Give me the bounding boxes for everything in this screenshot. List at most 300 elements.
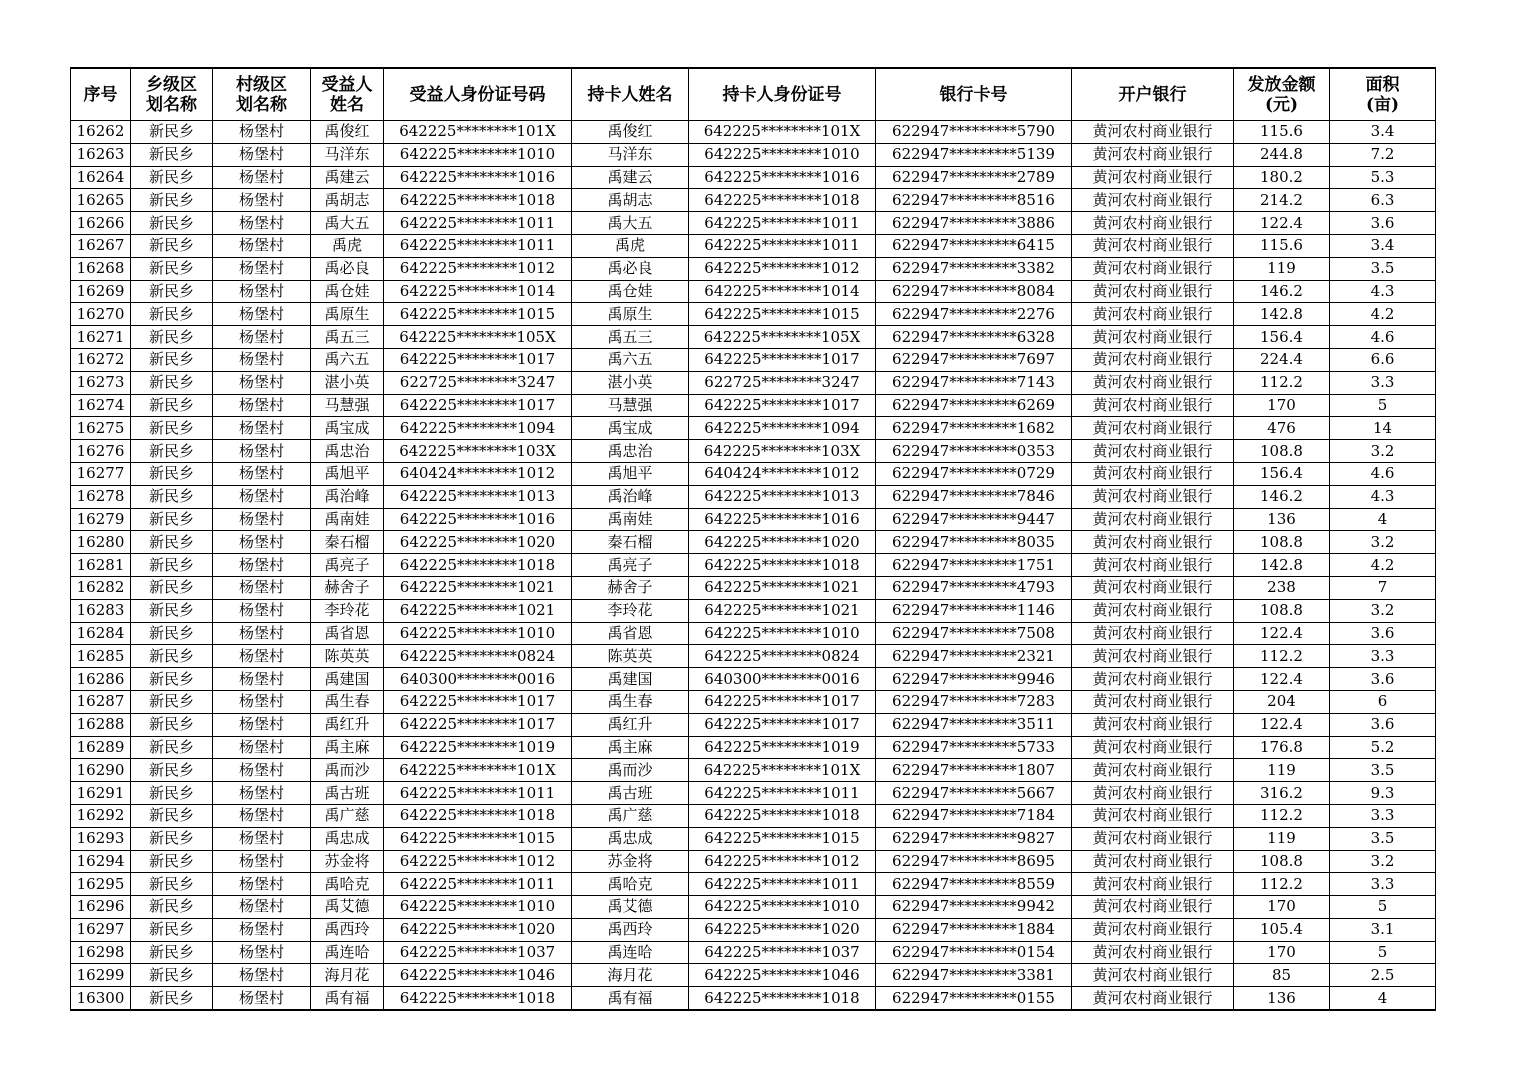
cell-bank: 黄河农村商业银行 [1072,143,1234,166]
cell-seq: 16267 [71,234,131,257]
cell-cardholder-id: 642225********1010 [689,143,876,166]
cell-amount: 146.2 [1234,485,1330,508]
cell-area: 9.3 [1330,782,1436,805]
cell-amount: 170 [1234,896,1330,919]
table-row [71,166,1436,189]
cell-township: 新民乡 [131,440,213,463]
table-row [71,690,1436,713]
cell-village: 杨堡村 [213,531,311,554]
cell-amount: 316.2 [1234,782,1330,805]
cell-beneficiary: 禹有福 [311,987,384,1010]
cell-seq: 16288 [71,713,131,736]
cell-seq: 16279 [71,508,131,531]
cell-bank: 黄河农村商业银行 [1072,622,1234,645]
cell-beneficiary: 苏金将 [311,850,384,873]
cell-beneficiary-id: 642225********1046 [384,964,572,987]
cell-village: 杨堡村 [213,918,311,941]
table-row [71,827,1436,850]
cell-seq: 16273 [71,371,131,394]
cell-cardholder-id: 642225********1016 [689,508,876,531]
cell-area: 4.6 [1330,462,1436,485]
table-row [71,873,1436,896]
cell-area: 3.2 [1330,850,1436,873]
cell-area: 3.5 [1330,759,1436,782]
cell-card-no: 622947*********2321 [876,645,1072,668]
cell-village: 杨堡村 [213,782,311,805]
cell-amount: 122.4 [1234,668,1330,691]
cell-cardholder-id: 642225********1018 [689,554,876,577]
cell-cardholder: 禹省恩 [572,622,689,645]
cell-card-no: 622947*********1884 [876,918,1072,941]
cell-beneficiary-id: 642225********1021 [384,599,572,622]
cell-seq: 16292 [71,804,131,827]
cell-village: 杨堡村 [213,121,311,144]
cell-area: 3.6 [1330,713,1436,736]
cell-cardholder-id: 642225********1011 [689,234,876,257]
cell-card-no: 622947*********5667 [876,782,1072,805]
cell-village: 杨堡村 [213,234,311,257]
cell-amount: 170 [1234,941,1330,964]
cell-amount: 122.4 [1234,622,1330,645]
cell-township: 新民乡 [131,280,213,303]
cell-seq: 16266 [71,212,131,235]
cell-area: 4.3 [1330,280,1436,303]
cell-township: 新民乡 [131,896,213,919]
cell-township: 新民乡 [131,759,213,782]
cell-beneficiary: 马洋东 [311,143,384,166]
cell-card-no: 622947*********7184 [876,804,1072,827]
table-row [71,440,1436,463]
cell-township: 新民乡 [131,257,213,280]
cell-cardholder-id: 642225********1010 [689,622,876,645]
cell-area: 5 [1330,896,1436,919]
cell-beneficiary-id: 642225********1010 [384,896,572,919]
cell-beneficiary: 禹原生 [311,303,384,326]
cell-amount: 105.4 [1234,918,1330,941]
cell-seq: 16291 [71,782,131,805]
cell-village: 杨堡村 [213,576,311,599]
table-row [71,189,1436,212]
cell-seq: 16268 [71,257,131,280]
cell-village: 杨堡村 [213,622,311,645]
cell-beneficiary-id: 642225********1011 [384,212,572,235]
cell-amount: 122.4 [1234,212,1330,235]
cell-village: 杨堡村 [213,599,311,622]
cell-bank: 黄河农村商业银行 [1072,189,1234,212]
cell-village: 杨堡村 [213,508,311,531]
cell-card-no: 622947*********2789 [876,166,1072,189]
cell-village: 杨堡村 [213,964,311,987]
cell-bank: 黄河农村商业银行 [1072,827,1234,850]
cell-beneficiary: 禹建国 [311,668,384,691]
cell-area: 4.6 [1330,326,1436,349]
cell-amount: 170 [1234,394,1330,417]
cell-beneficiary-id: 642225********1012 [384,257,572,280]
table-row [71,987,1436,1010]
table-row [71,576,1436,599]
cell-cardholder: 马洋东 [572,143,689,166]
cell-seq: 16275 [71,417,131,440]
cell-township: 新民乡 [131,987,213,1010]
cell-amount: 204 [1234,690,1330,713]
table-row [71,759,1436,782]
cell-beneficiary: 禹南娃 [311,508,384,531]
cell-village: 杨堡村 [213,804,311,827]
cell-township: 新民乡 [131,804,213,827]
cell-beneficiary: 李玲花 [311,599,384,622]
cell-amount: 136 [1234,987,1330,1010]
cell-amount: 112.2 [1234,371,1330,394]
cell-amount: 119 [1234,759,1330,782]
cell-village: 杨堡村 [213,417,311,440]
cell-township: 新民乡 [131,645,213,668]
cell-bank: 黄河农村商业银行 [1072,736,1234,759]
cell-cardholder: 禹旭平 [572,462,689,485]
cell-beneficiary-id: 642225********101X [384,121,572,144]
cell-card-no: 622947*********4793 [876,576,1072,599]
cell-seq: 16290 [71,759,131,782]
cell-bank: 黄河农村商业银行 [1072,417,1234,440]
cell-cardholder: 禹忠治 [572,440,689,463]
cell-bank: 黄河农村商业银行 [1072,508,1234,531]
cell-seq: 16272 [71,348,131,371]
cell-seq: 16282 [71,576,131,599]
cell-area: 3.4 [1330,234,1436,257]
table-row [71,371,1436,394]
header-bank: 开户银行 [1072,68,1234,121]
cell-village: 杨堡村 [213,759,311,782]
cell-cardholder-id: 642225********1010 [689,896,876,919]
cell-village: 杨堡村 [213,850,311,873]
cell-amount: 244.8 [1234,143,1330,166]
cell-area: 3.5 [1330,257,1436,280]
cell-cardholder: 禹虎 [572,234,689,257]
cell-bank: 黄河农村商业银行 [1072,485,1234,508]
cell-village: 杨堡村 [213,713,311,736]
cell-amount: 108.8 [1234,599,1330,622]
cell-beneficiary: 禹连哈 [311,941,384,964]
cell-seq: 16300 [71,987,131,1010]
cell-township: 新民乡 [131,143,213,166]
cell-bank: 黄河农村商业银行 [1072,440,1234,463]
cell-seq: 16269 [71,280,131,303]
cell-bank: 黄河农村商业银行 [1072,713,1234,736]
cell-area: 3.2 [1330,599,1436,622]
cell-beneficiary: 禹亮子 [311,554,384,577]
header-beneficiary: 受益人 姓名 [311,68,384,121]
cell-beneficiary-id: 642225********1018 [384,987,572,1010]
cell-beneficiary: 禹主麻 [311,736,384,759]
cell-area: 3.6 [1330,668,1436,691]
cell-card-no: 622947*********7697 [876,348,1072,371]
cell-township: 新民乡 [131,303,213,326]
cell-amount: 156.4 [1234,462,1330,485]
cell-beneficiary-id: 642225********1012 [384,850,572,873]
cell-card-no: 622947*********5790 [876,121,1072,144]
cell-beneficiary-id: 642225********1019 [384,736,572,759]
cell-township: 新民乡 [131,873,213,896]
cell-township: 新民乡 [131,918,213,941]
cell-cardholder: 禹六五 [572,348,689,371]
cell-township: 新民乡 [131,166,213,189]
cell-bank: 黄河农村商业银行 [1072,212,1234,235]
cell-bank: 黄河农村商业银行 [1072,121,1234,144]
cell-amount: 146.2 [1234,280,1330,303]
cell-cardholder: 禹南娃 [572,508,689,531]
cell-bank: 黄河农村商业银行 [1072,531,1234,554]
cell-cardholder: 湛小英 [572,371,689,394]
cell-cardholder-id: 642225********1013 [689,485,876,508]
cell-beneficiary: 禹艾德 [311,896,384,919]
cell-beneficiary-id: 642225********1017 [384,690,572,713]
header-card-no: 银行卡号 [876,68,1072,121]
cell-village: 杨堡村 [213,371,311,394]
cell-cardholder: 禹哈克 [572,873,689,896]
table-row [71,417,1436,440]
cell-area: 5 [1330,394,1436,417]
cell-beneficiary-id: 642225********1011 [384,782,572,805]
cell-beneficiary: 禹建云 [311,166,384,189]
cell-card-no: 622947*********6415 [876,234,1072,257]
cell-area: 6.6 [1330,348,1436,371]
cell-card-no: 622947*********0729 [876,462,1072,485]
cell-amount: 176.8 [1234,736,1330,759]
cell-beneficiary-id: 642225********105X [384,326,572,349]
cell-village: 杨堡村 [213,257,311,280]
cell-cardholder: 禹连哈 [572,941,689,964]
cell-card-no: 622947*********3382 [876,257,1072,280]
cell-card-no: 622947*********6269 [876,394,1072,417]
cell-seq: 16293 [71,827,131,850]
cell-cardholder: 禹建云 [572,166,689,189]
cell-seq: 16271 [71,326,131,349]
header-cardholder: 持卡人姓名 [572,68,689,121]
cell-township: 新民乡 [131,121,213,144]
cell-card-no: 622947*********0155 [876,987,1072,1010]
cell-beneficiary: 马慧强 [311,394,384,417]
cell-township: 新民乡 [131,690,213,713]
cell-township: 新民乡 [131,234,213,257]
cell-bank: 黄河农村商业银行 [1072,896,1234,919]
cell-cardholder: 李玲花 [572,599,689,622]
cell-beneficiary-id: 622725********3247 [384,371,572,394]
cell-amount: 142.8 [1234,554,1330,577]
cell-village: 杨堡村 [213,166,311,189]
cell-beneficiary: 禹广慈 [311,804,384,827]
table-row [71,736,1436,759]
cell-township: 新民乡 [131,417,213,440]
cell-card-no: 622947*********2276 [876,303,1072,326]
table-row [71,303,1436,326]
table-row [71,143,1436,166]
cell-cardholder-id: 642225********1015 [689,303,876,326]
cell-seq: 16296 [71,896,131,919]
cell-bank: 黄河农村商业银行 [1072,462,1234,485]
table-row [71,599,1436,622]
cell-area: 3.4 [1330,121,1436,144]
table-row [71,234,1436,257]
cell-card-no: 622947*********3886 [876,212,1072,235]
cell-beneficiary: 陈英英 [311,645,384,668]
cell-beneficiary-id: 642225********1020 [384,531,572,554]
table-row [71,348,1436,371]
cell-amount: 115.6 [1234,121,1330,144]
cell-village: 杨堡村 [213,668,311,691]
cell-card-no: 622947*********9447 [876,508,1072,531]
cell-area: 4.3 [1330,485,1436,508]
cell-beneficiary: 禹大五 [311,212,384,235]
cell-village: 杨堡村 [213,303,311,326]
cell-cardholder-id: 642225********1046 [689,964,876,987]
cell-beneficiary-id: 642225********1017 [384,348,572,371]
cell-village: 杨堡村 [213,645,311,668]
cell-card-no: 622947*********5733 [876,736,1072,759]
cell-township: 新民乡 [131,736,213,759]
cell-seq: 16262 [71,121,131,144]
cell-township: 新民乡 [131,668,213,691]
cell-cardholder-id: 642225********1016 [689,166,876,189]
cell-seq: 16298 [71,941,131,964]
cell-cardholder-id: 642225********1014 [689,280,876,303]
cell-amount: 108.8 [1234,850,1330,873]
cell-beneficiary-id: 642225********1021 [384,576,572,599]
cell-card-no: 622947*********9827 [876,827,1072,850]
header-amount: 发放金额 (元) [1234,68,1330,121]
cell-beneficiary-id: 640424********1012 [384,462,572,485]
cell-card-no: 622947*********8516 [876,189,1072,212]
table-row [71,668,1436,691]
cell-beneficiary-id: 642225********1014 [384,280,572,303]
cell-amount: 115.6 [1234,234,1330,257]
cell-amount: 108.8 [1234,440,1330,463]
cell-township: 新民乡 [131,964,213,987]
cell-card-no: 622947*********1751 [876,554,1072,577]
cell-township: 新民乡 [131,941,213,964]
cell-beneficiary-id: 642225********1016 [384,508,572,531]
cell-bank: 黄河农村商业银行 [1072,554,1234,577]
table-row [71,121,1436,144]
cell-bank: 黄河农村商业银行 [1072,941,1234,964]
cell-village: 杨堡村 [213,212,311,235]
cell-amount: 142.8 [1234,303,1330,326]
cell-beneficiary: 禹哈克 [311,873,384,896]
cell-area: 3.6 [1330,622,1436,645]
table-row [71,257,1436,280]
cell-beneficiary: 禹省恩 [311,622,384,645]
cell-amount: 224.4 [1234,348,1330,371]
cell-beneficiary: 禹西玲 [311,918,384,941]
cell-card-no: 622947*********7283 [876,690,1072,713]
cell-cardholder-id: 642225********1037 [689,941,876,964]
cell-card-no: 622947*********3511 [876,713,1072,736]
table-row [71,804,1436,827]
cell-village: 杨堡村 [213,896,311,919]
cell-village: 杨堡村 [213,690,311,713]
cell-village: 杨堡村 [213,987,311,1010]
cell-beneficiary: 禹红升 [311,713,384,736]
cell-village: 杨堡村 [213,736,311,759]
cell-beneficiary-id: 642225********1015 [384,303,572,326]
cell-cardholder: 赫舍子 [572,576,689,599]
cell-village: 杨堡村 [213,348,311,371]
cell-area: 3.1 [1330,918,1436,941]
cell-bank: 黄河农村商业银行 [1072,690,1234,713]
cell-area: 3.3 [1330,645,1436,668]
cell-village: 杨堡村 [213,143,311,166]
cell-card-no: 622947*********1807 [876,759,1072,782]
cell-beneficiary: 禹必良 [311,257,384,280]
cell-area: 4.2 [1330,303,1436,326]
cell-card-no: 622947*********5139 [876,143,1072,166]
cell-township: 新民乡 [131,713,213,736]
cell-cardholder: 禹原生 [572,303,689,326]
cell-cardholder-id: 642225********1017 [689,690,876,713]
table-row [71,896,1436,919]
table-row [71,394,1436,417]
cell-cardholder-id: 642225********1011 [689,212,876,235]
cell-cardholder-id: 642225********103X [689,440,876,463]
cell-bank: 黄河农村商业银行 [1072,394,1234,417]
cell-beneficiary: 禹虎 [311,234,384,257]
cell-village: 杨堡村 [213,462,311,485]
cell-beneficiary: 禹治峰 [311,485,384,508]
cell-area: 6 [1330,690,1436,713]
cell-cardholder: 秦石榴 [572,531,689,554]
cell-area: 4 [1330,508,1436,531]
cell-township: 新民乡 [131,485,213,508]
cell-village: 杨堡村 [213,280,311,303]
cell-seq: 16294 [71,850,131,873]
cell-bank: 黄河农村商业银行 [1072,576,1234,599]
cell-seq: 16285 [71,645,131,668]
cell-area: 3.3 [1330,804,1436,827]
cell-cardholder: 禹必良 [572,257,689,280]
cell-card-no: 622947*********7508 [876,622,1072,645]
header-village: 村级区 划名称 [213,68,311,121]
cell-amount: 119 [1234,257,1330,280]
cell-cardholder-id: 642225********1021 [689,599,876,622]
cell-area: 3.2 [1330,531,1436,554]
cell-beneficiary-id: 642225********0824 [384,645,572,668]
cell-bank: 黄河农村商业银行 [1072,850,1234,873]
cell-cardholder: 禹大五 [572,212,689,235]
cell-bank: 黄河农村商业银行 [1072,668,1234,691]
cell-beneficiary: 赫舍子 [311,576,384,599]
cell-village: 杨堡村 [213,485,311,508]
table-row [71,645,1436,668]
cell-seq: 16263 [71,143,131,166]
cell-bank: 黄河农村商业银行 [1072,371,1234,394]
cell-amount: 156.4 [1234,326,1330,349]
cell-area: 3.3 [1330,371,1436,394]
cell-beneficiary: 海月花 [311,964,384,987]
cell-bank: 黄河农村商业银行 [1072,918,1234,941]
cell-cardholder-id: 642225********1011 [689,782,876,805]
cell-card-no: 622947*********7143 [876,371,1072,394]
cell-card-no: 622947*********9946 [876,668,1072,691]
cell-seq: 16265 [71,189,131,212]
cell-amount: 136 [1234,508,1330,531]
cell-cardholder: 禹亮子 [572,554,689,577]
table-row [71,941,1436,964]
cell-beneficiary: 禹忠治 [311,440,384,463]
cell-seq: 16295 [71,873,131,896]
cell-bank: 黄河农村商业银行 [1072,599,1234,622]
cell-seq: 16270 [71,303,131,326]
cell-beneficiary-id: 642225********103X [384,440,572,463]
cell-cardholder: 禹胡志 [572,189,689,212]
table-row [71,554,1436,577]
